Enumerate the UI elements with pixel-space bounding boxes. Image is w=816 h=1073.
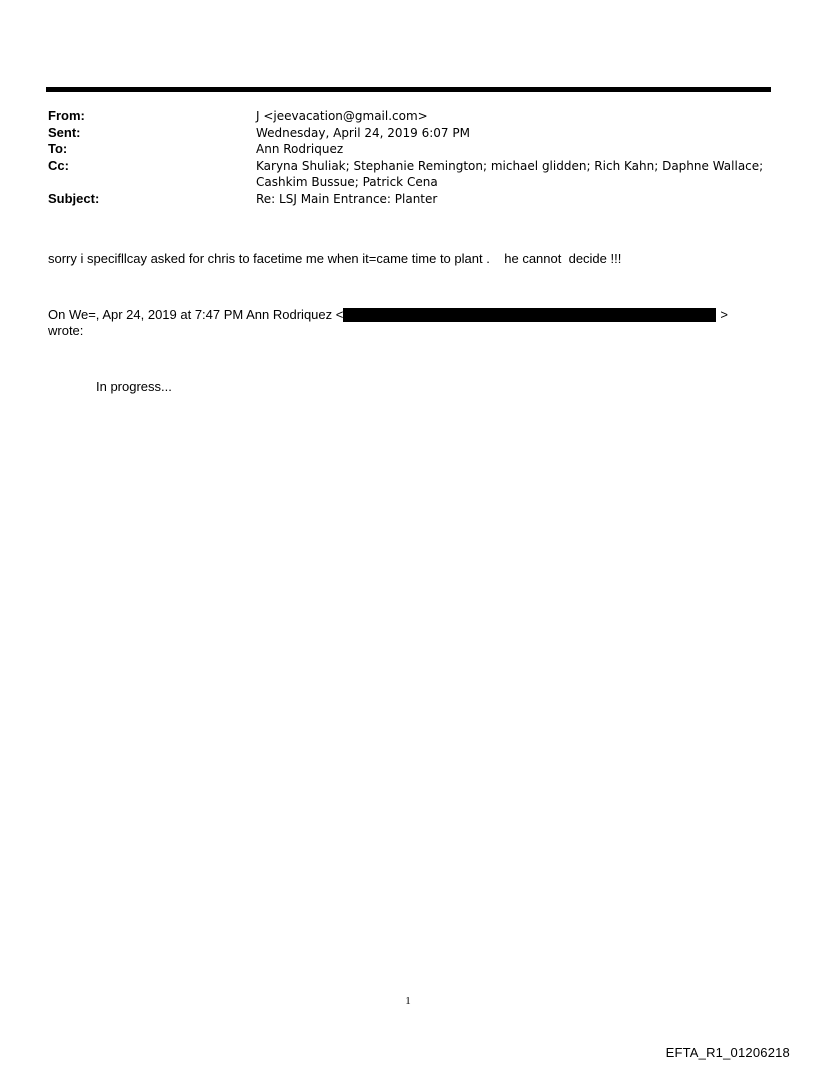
quote-wrote: wrote:: [48, 323, 84, 338]
to-row: [48, 141, 768, 158]
subject-value: Re: LSJ Main Entrance: Planter: [256, 191, 438, 206]
subject-row: [48, 191, 768, 208]
quote-attribution-line: [48, 307, 768, 323]
from-row: [48, 108, 768, 125]
sent-row: [48, 125, 768, 142]
to-value: Ann Rodriquez: [256, 142, 344, 156]
redaction-block: [343, 308, 716, 322]
header-divider: [46, 87, 771, 92]
from-value: J <jeevacation@gmail.com>: [256, 109, 428, 123]
to-label: To:: [48, 141, 68, 156]
email-body: sorry i specifllcay asked for chris to facetime me when it=came time to plant . he cannot decide !!!: [48, 251, 622, 266]
from-label: From:: [48, 108, 85, 123]
quote-attribution: [48, 307, 768, 339]
cc-value-line1: Karyna Shuliak; Stephanie Remington; michael glidden; Rich Kahn; Daphne Wallace;: [256, 158, 764, 173]
cc-value-line2: Cashkim Bussue; Patrick Cena: [256, 175, 438, 189]
page-number: 1: [405, 995, 411, 1007]
document-id: EFTA_R1_01206218: [665, 1045, 790, 1060]
email-header: [48, 108, 768, 207]
quoted-text: In progress...: [96, 379, 172, 394]
subject-label: Subject:: [48, 190, 100, 206]
sent-value: Wednesday, April 24, 2019 6:07 PM: [256, 125, 470, 140]
quote-intro: On We=, Apr 24, 2019 at 7:47 PM Ann Rodriquez <: [48, 307, 344, 322]
cc-row: [48, 158, 768, 191]
cc-value: [256, 158, 768, 191]
cc-label: Cc:: [48, 157, 69, 173]
sent-label: Sent:: [48, 124, 81, 140]
quote-intro-end: >: [720, 307, 728, 322]
